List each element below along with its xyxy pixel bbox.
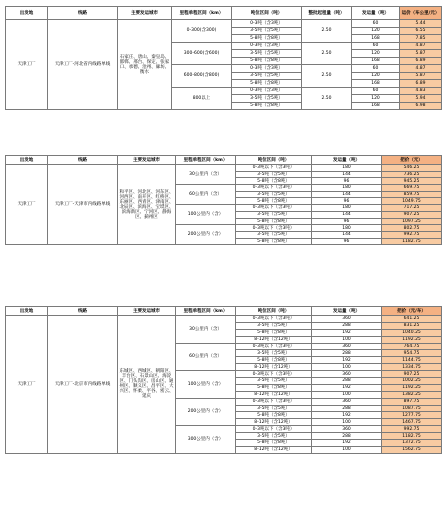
tonnage-cell: 3-5吨（含5吨） bbox=[232, 27, 302, 35]
tonnage-cell: 3-5吨（含5吨） bbox=[232, 95, 302, 103]
header-cell: 发运量（吨） bbox=[352, 7, 400, 20]
tonnage-cell: 0-3吨以下（含3吨） bbox=[236, 343, 312, 350]
price-cell: 546.25 bbox=[382, 165, 442, 172]
header-cell: 线路 bbox=[48, 7, 118, 20]
price-cell: 954.75 bbox=[382, 350, 442, 357]
price-cell: 6.89 bbox=[400, 57, 442, 65]
range-cell: 100公里内（含） bbox=[176, 371, 236, 399]
price-cell: 992.75 bbox=[382, 231, 442, 238]
range-cell: 0-300(含300) bbox=[172, 20, 232, 43]
min-load-cell: 2.50 bbox=[302, 20, 352, 43]
header-cell: 里程单程区间（km） bbox=[176, 307, 236, 316]
tonnage-cell: 0-3吨以下（含3吨） bbox=[236, 205, 312, 212]
price-cell: 1182.75 bbox=[382, 433, 442, 440]
tonnage-cell: 5-8吨（含8吨） bbox=[236, 238, 312, 245]
tonnage-cell: 5-8吨（含8吨） bbox=[236, 218, 312, 225]
range-cell: 60公里内（含） bbox=[176, 343, 236, 371]
volume-cell: 120 bbox=[352, 27, 400, 35]
volume-cell: 96 bbox=[312, 218, 382, 225]
price-cell: 669.75 bbox=[382, 185, 442, 192]
header-cell: 主要发运城市 bbox=[118, 156, 176, 165]
price-cell: 5.94 bbox=[400, 95, 442, 103]
route-cell: 天津工厂-天津市内线路单线 bbox=[48, 165, 118, 245]
origin-cell: 天津工厂 bbox=[6, 20, 48, 110]
price-cell: 907.25 bbox=[382, 211, 442, 218]
price-cell: 1144.75 bbox=[382, 357, 442, 364]
price-cell: 764.75 bbox=[382, 343, 442, 350]
tonnage-cell: 5-8吨（含8吨） bbox=[236, 178, 312, 185]
price-cell: 1382.25 bbox=[382, 391, 442, 398]
volume-cell: 288 bbox=[312, 322, 382, 329]
header-cell: 主要发运城市 bbox=[118, 307, 176, 316]
price-cell: 1087.75 bbox=[382, 405, 442, 412]
volume-cell: 100 bbox=[312, 419, 382, 426]
volume-cell: 180 bbox=[312, 165, 382, 172]
tonnage-cell: 5-8吨（含8吨） bbox=[232, 80, 302, 88]
tonnage-cell: 5-8吨（含8吨） bbox=[232, 102, 302, 110]
cities-cell: 石家庄、唐山、秦皇岛、邯郸、邢台、保定、张家口、承德、沧州、廊坊、衡水 bbox=[118, 20, 172, 110]
beijing-rate-table bbox=[5, 306, 442, 454]
tonnage-cell: 0-3吨以下（含3吨） bbox=[236, 225, 312, 232]
tonnage-cell: 0-3吨（含3吨） bbox=[232, 65, 302, 73]
tonnage-cell: 0-3吨以下（含3吨） bbox=[236, 398, 312, 405]
header-cell: 吨位区间（吨） bbox=[232, 7, 302, 20]
volume-cell: 144 bbox=[312, 231, 382, 238]
volume-cell: 96 bbox=[312, 238, 382, 245]
volume-cell: 360 bbox=[312, 398, 382, 405]
price-cell: 1192.25 bbox=[382, 336, 442, 343]
range-cell: 300公里内（含） bbox=[176, 426, 236, 454]
tonnage-cell: 8-12吨（含12吨） bbox=[236, 419, 312, 426]
price-cell: 1049.75 bbox=[382, 198, 442, 205]
volume-cell: 192 bbox=[312, 412, 382, 419]
price-cell: 6.89 bbox=[400, 80, 442, 88]
price-cell: 802.75 bbox=[382, 225, 442, 232]
header-cell: 线路 bbox=[48, 156, 118, 165]
header-cell: 里程单程区间（km） bbox=[176, 156, 236, 165]
tianjin-rate-table bbox=[5, 155, 442, 245]
range-cell: 30公里内（含） bbox=[176, 316, 236, 344]
price-cell: 1467.75 bbox=[382, 419, 442, 426]
volume-cell: 100 bbox=[312, 446, 382, 453]
tonnage-cell: 8-12吨（含12吨） bbox=[236, 391, 312, 398]
table-row bbox=[6, 316, 442, 323]
volume-cell: 60 bbox=[352, 65, 400, 73]
tonnage-cell: 3-5吨（含5吨） bbox=[236, 191, 312, 198]
hebei-rate-table bbox=[5, 6, 442, 110]
tonnage-cell: 8-12吨（含12吨） bbox=[236, 336, 312, 343]
tonnage-cell: 0-3吨（含3吨） bbox=[232, 20, 302, 28]
volume-cell: 120 bbox=[352, 95, 400, 103]
price-cell: 1277.75 bbox=[382, 412, 442, 419]
tonnage-cell: 0-3吨以下（含3吨） bbox=[236, 316, 312, 323]
tonnage-cell: 3-5吨（含5吨） bbox=[236, 322, 312, 329]
price-cell: 945.25 bbox=[382, 178, 442, 185]
tonnage-cell: 5-8吨（含8吨） bbox=[236, 412, 312, 419]
min-load-cell: 2.50 bbox=[302, 87, 352, 110]
tonnage-cell: 3-5吨（含5吨） bbox=[236, 350, 312, 357]
header-cell: 发运量（吨） bbox=[312, 156, 382, 165]
header-cell: 出发地 bbox=[6, 7, 48, 20]
tonnage-cell: 0-3吨以下（含3吨） bbox=[236, 185, 312, 192]
price-cell: 1040.25 bbox=[382, 329, 442, 336]
volume-cell: 192 bbox=[312, 440, 382, 447]
price-cell: 1097.25 bbox=[382, 218, 442, 225]
header-cell: 吨位区间（吨） bbox=[236, 156, 312, 165]
route-cell: 天津工厂-北京市内线路单线 bbox=[48, 316, 118, 454]
price-cell: 7.85 bbox=[400, 35, 442, 43]
range-cell: 200公里内（含） bbox=[176, 398, 236, 426]
range-cell: 60公里内（含） bbox=[176, 185, 236, 205]
volume-cell: 288 bbox=[312, 433, 382, 440]
price-cell: 6.98 bbox=[400, 102, 442, 110]
origin-cell: 天津工厂 bbox=[6, 165, 48, 245]
volume-cell: 360 bbox=[312, 316, 382, 323]
header-cell: 出发地 bbox=[6, 307, 48, 316]
volume-cell: 120 bbox=[352, 50, 400, 58]
tonnage-cell: 5-8吨（含8吨） bbox=[236, 329, 312, 336]
volume-cell: 60 bbox=[352, 20, 400, 28]
header-cell: 里程单程区间（km） bbox=[172, 7, 232, 20]
price-cell: 1562.75 bbox=[382, 446, 442, 453]
volume-cell: 100 bbox=[312, 336, 382, 343]
tonnage-cell: 0-3吨以下（含3吨） bbox=[236, 165, 312, 172]
tonnage-cell: 5-8吨（含8吨） bbox=[236, 440, 312, 447]
table-header-row bbox=[6, 7, 442, 20]
tonnage-cell: 3-5吨（含5吨） bbox=[232, 72, 302, 80]
price-cell: 1372.75 bbox=[382, 440, 442, 447]
route-cell: 天津工厂-河北省内线路单线 bbox=[48, 20, 118, 110]
volume-cell: 96 bbox=[312, 198, 382, 205]
tonnage-cell: 5-8吨（含8吨） bbox=[236, 357, 312, 364]
price-cell: 992.75 bbox=[382, 426, 442, 433]
tonnage-cell: 0-3吨以下（含3吨） bbox=[236, 371, 312, 378]
volume-cell: 288 bbox=[312, 378, 382, 385]
volume-cell: 360 bbox=[312, 371, 382, 378]
price-cell: 4.87 bbox=[400, 42, 442, 50]
range-cell: 800以上 bbox=[172, 87, 232, 110]
volume-cell: 192 bbox=[312, 357, 382, 364]
volume-cell: 60 bbox=[352, 42, 400, 50]
tonnage-cell: 3-5吨（含5吨） bbox=[232, 50, 302, 58]
price-cell: 1002.25 bbox=[382, 378, 442, 385]
min-load-cell: 2.50 bbox=[302, 65, 352, 88]
volume-cell: 144 bbox=[312, 211, 382, 218]
tonnage-cell: 8-12吨（含12吨） bbox=[236, 364, 312, 371]
price-cell: 5.87 bbox=[400, 72, 442, 80]
range-cell: 30公里内（含） bbox=[176, 165, 236, 185]
tonnage-cell: 5-8吨（含8吨） bbox=[232, 35, 302, 43]
price-cell: 859.75 bbox=[382, 191, 442, 198]
volume-cell: 360 bbox=[312, 426, 382, 433]
price-cell: 641.25 bbox=[382, 316, 442, 323]
volume-cell: 360 bbox=[312, 343, 382, 350]
price-cell: 897.75 bbox=[382, 398, 442, 405]
volume-cell: 168 bbox=[352, 35, 400, 43]
tonnage-cell: 3-5吨（含5吨） bbox=[236, 231, 312, 238]
volume-cell: 168 bbox=[352, 57, 400, 65]
cities-cell: 东城区、西城区、朝阳区、丰台区、石景山区、海淀区、门头沟区、房山区、通州区、顺义区、昌平区、大兴区、怀柔、平谷、密云、延庆 bbox=[118, 316, 176, 454]
volume-cell: 96 bbox=[312, 178, 382, 185]
volume-cell: 144 bbox=[312, 191, 382, 198]
range-cell: 200公里内（含） bbox=[176, 225, 236, 245]
volume-cell: 60 bbox=[352, 87, 400, 95]
volume-cell: 168 bbox=[352, 80, 400, 88]
table-row bbox=[6, 165, 442, 172]
volume-cell: 180 bbox=[312, 205, 382, 212]
volume-cell: 192 bbox=[312, 384, 382, 391]
volume-cell: 192 bbox=[312, 329, 382, 336]
price-cell: 5.87 bbox=[400, 50, 442, 58]
volume-cell: 120 bbox=[352, 72, 400, 80]
table-header-row bbox=[6, 156, 442, 165]
min-load-cell: 2.50 bbox=[302, 42, 352, 65]
price-cell: 736.25 bbox=[382, 171, 442, 178]
tonnage-cell: 0-3吨（含3吨） bbox=[232, 42, 302, 50]
price-cell: 717.25 bbox=[382, 205, 442, 212]
range-cell: 300-600(含600) bbox=[172, 42, 232, 65]
tonnage-cell: 3-5吨（含5吨） bbox=[236, 211, 312, 218]
price-cell: 5.44 bbox=[400, 20, 442, 28]
price-cell: 907.25 bbox=[382, 371, 442, 378]
tonnage-cell: 0-3吨以下（含3吨） bbox=[236, 426, 312, 433]
header-cell: 主要发运城市 bbox=[118, 7, 172, 20]
tonnage-cell: 3-5吨（含5吨） bbox=[236, 378, 312, 385]
header-cell: 出发地 bbox=[6, 156, 48, 165]
volume-cell: 288 bbox=[312, 405, 382, 412]
volume-cell: 144 bbox=[312, 171, 382, 178]
volume-cell: 180 bbox=[312, 185, 382, 192]
header-cell: 发运量（吨） bbox=[312, 307, 382, 316]
price-cell: 6.55 bbox=[400, 27, 442, 35]
volume-cell: 168 bbox=[352, 102, 400, 110]
price-cell: 1334.75 bbox=[382, 364, 442, 371]
tonnage-cell: 5-8吨（含8吨） bbox=[236, 384, 312, 391]
range-cell: 600-800(含800) bbox=[172, 65, 232, 88]
header-cell: 线路 bbox=[48, 307, 118, 316]
range-cell: 100公里内（含） bbox=[176, 205, 236, 225]
price-cell: 831.25 bbox=[382, 322, 442, 329]
tonnage-cell: 8-12吨（含12吨） bbox=[236, 446, 312, 453]
volume-cell: 100 bbox=[312, 364, 382, 371]
header-cell: 吨位区间（吨） bbox=[236, 307, 312, 316]
volume-cell: 100 bbox=[312, 391, 382, 398]
price-cell: 1182.75 bbox=[382, 238, 442, 245]
cities-cell: 和平区、河北区、河东区、河西区、南开区、红桥区、东丽区、西青区、津南区、北辰区、滨海区、宝坻区、滨海新区、宁河区、静海区、蓟州区 bbox=[118, 165, 176, 245]
header-cell: 把价（元） bbox=[382, 156, 442, 165]
header-cell: 把价（元/车） bbox=[382, 307, 442, 316]
table-header-row bbox=[6, 307, 442, 316]
header-cell: 运价（车公里/元） bbox=[400, 7, 442, 20]
price-cell: 4.83 bbox=[400, 87, 442, 95]
header-cell: 整批起租量（吨） bbox=[302, 7, 352, 20]
volume-cell: 288 bbox=[312, 350, 382, 357]
volume-cell: 180 bbox=[312, 225, 382, 232]
tonnage-cell: 3-5吨（含5吨） bbox=[236, 405, 312, 412]
origin-cell: 天津工厂 bbox=[6, 316, 48, 454]
price-cell: 1192.25 bbox=[382, 384, 442, 391]
tonnage-cell: 3-5吨（含5吨） bbox=[236, 171, 312, 178]
price-cell: 4.87 bbox=[400, 65, 442, 73]
tonnage-cell: 5-8吨（含8吨） bbox=[236, 198, 312, 205]
table-row bbox=[6, 20, 442, 28]
tonnage-cell: 3-5吨（含5吨） bbox=[236, 433, 312, 440]
tonnage-cell: 5-8吨（含8吨） bbox=[232, 57, 302, 65]
tonnage-cell: 0-3吨（含3吨） bbox=[232, 87, 302, 95]
